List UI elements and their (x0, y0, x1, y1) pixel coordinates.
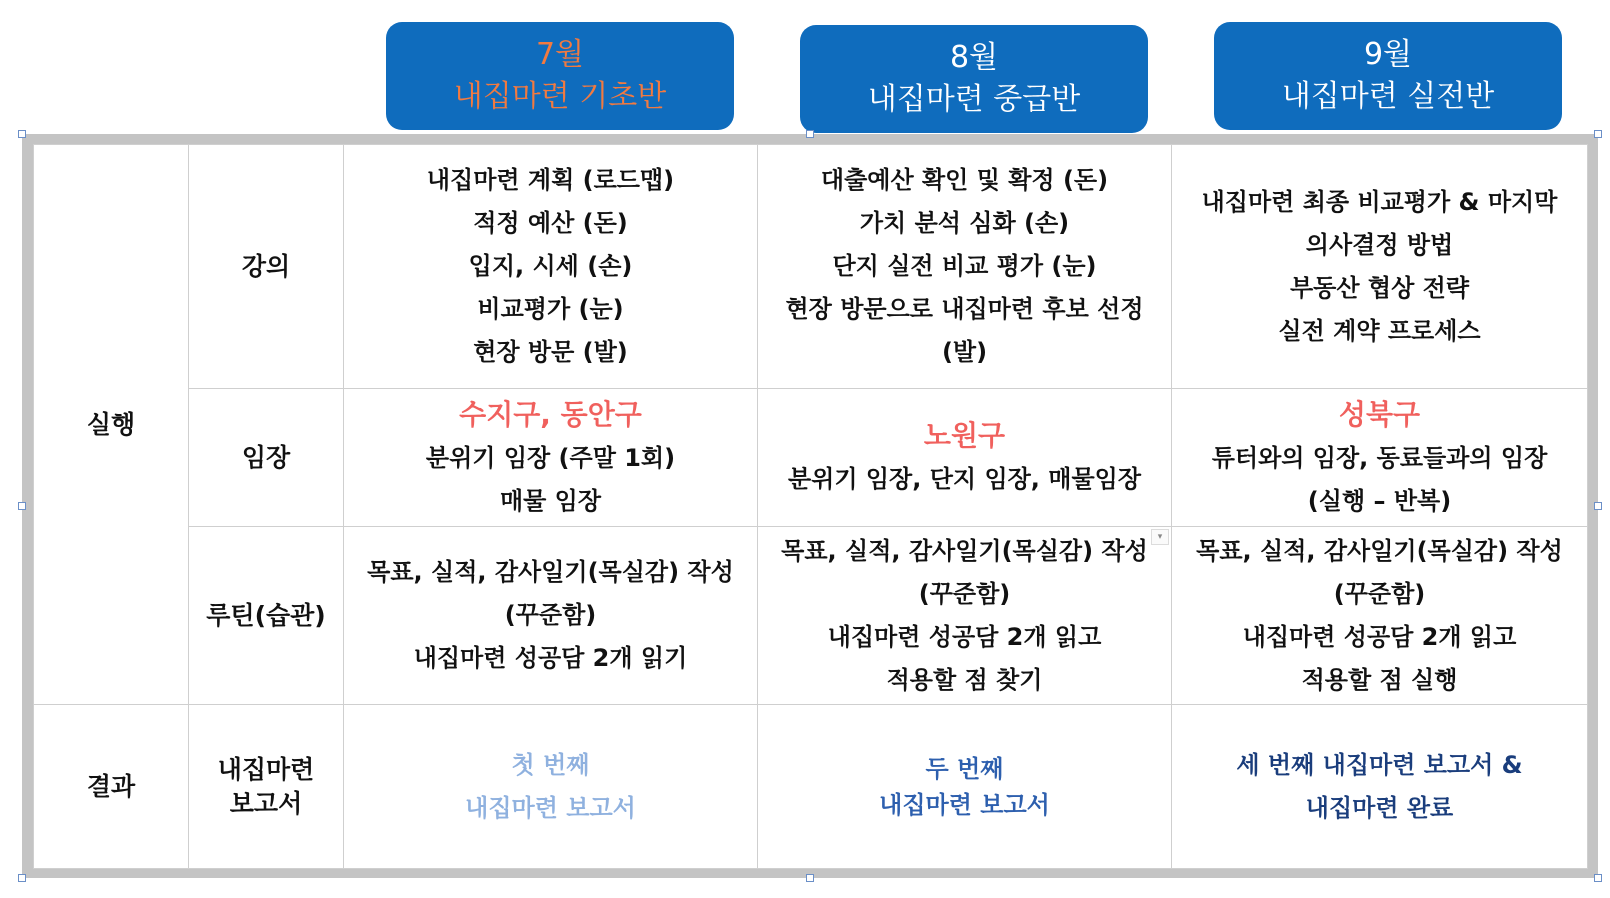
cell-line: 적용할 점 찾기 (886, 665, 1043, 694)
header-august (800, 25, 1148, 133)
table-row (34, 527, 1588, 705)
cell-line: 현장 방문으로 내집마련 후보 선정 (785, 295, 1144, 323)
category-label: 실행 (86, 410, 136, 439)
cell-line: 현장 방문 (발) (473, 338, 628, 366)
resize-handle[interactable] (806, 130, 814, 138)
header-title: 내집마련 기초반 (453, 79, 667, 114)
cell-line: (꾸준함) (504, 601, 597, 629)
cell-line: 단지 실전 비교 평가 (눈) (832, 252, 1097, 280)
header-month: 8월 (949, 40, 999, 75)
table-row (34, 145, 1588, 389)
table-row (34, 705, 1588, 869)
cell-line: 적용할 점 실행 (1301, 665, 1458, 694)
cell-line: 목표, 실적, 감사일기(목실감) 작성 (1196, 536, 1563, 565)
cell-line: 의사결정 방법 (1305, 230, 1454, 259)
cell-line: 두 번째 (925, 754, 1004, 783)
row-label: 강의 (241, 252, 291, 281)
cell-line: 입지, 시세 (손) (468, 252, 633, 280)
row-label: 임장 (241, 443, 291, 472)
report-cell-august[interactable] (758, 705, 1172, 869)
header-september (1214, 22, 1562, 130)
cell-line: 내집마련 최종 비교평가 & 마지막 (1201, 187, 1558, 216)
row-label-cell[interactable] (189, 389, 344, 527)
cell-line: 내집마련 계획 (로드맵) (426, 166, 675, 194)
cell-line: 분위기 임장, 단지 임장, 매물임장 (787, 465, 1142, 493)
header-july (386, 22, 734, 130)
lecture-cell-august[interactable] (758, 145, 1172, 389)
row-label: 보고서 (229, 788, 303, 818)
cell-line: 가치 분석 심화 (손) (859, 209, 1070, 237)
cell-line: 내집마련 보고서 (465, 793, 636, 822)
cell-line: 내집마련 완료 (1305, 793, 1454, 822)
cell-line: 목표, 실적, 감사일기(목실감) 작성 (781, 536, 1148, 565)
cell-line: 세 번째 내집마련 보고서 & (1236, 750, 1523, 779)
cell-line: 대출예산 확인 및 확정 (돈) (820, 166, 1109, 194)
cell-line: 매물 임장 (499, 486, 602, 515)
routine-cell-august[interactable] (758, 527, 1172, 705)
resize-handle[interactable] (1594, 130, 1602, 138)
cell-line: 목표, 실적, 감사일기(목실감) 작성 (367, 558, 734, 586)
cell-line: (발) (941, 338, 988, 366)
row-label-cell[interactable] (189, 145, 344, 389)
cell-line: 내집마련 성공담 2개 읽기 (413, 644, 688, 672)
row-label-cell[interactable] (189, 527, 344, 705)
dropdown-arrow-icon[interactable]: ▾ (1151, 529, 1169, 545)
resize-handle[interactable] (18, 874, 26, 882)
cell-line: 부동산 협상 전략 (1290, 273, 1469, 302)
region-label: 성북구 (1338, 397, 1421, 431)
category-cell-result[interactable] (34, 705, 189, 869)
row-label-cell[interactable] (189, 705, 344, 869)
cell-line: (실행 – 반복) (1307, 486, 1452, 515)
resize-handle[interactable] (1594, 502, 1602, 510)
table-row (34, 389, 1588, 527)
cell-line: (꾸준함) (1333, 579, 1426, 608)
site-cell-july[interactable] (344, 389, 758, 527)
cell-line: 내집마련 보고서 (879, 790, 1050, 819)
routine-cell-july[interactable] (344, 527, 758, 705)
curriculum-table[interactable] (33, 144, 1588, 869)
lecture-cell-july[interactable] (344, 145, 758, 389)
lecture-cell-september[interactable] (1172, 145, 1588, 389)
cell-line: 내집마련 성공담 2개 읽고 (827, 622, 1102, 651)
table-frame[interactable] (22, 134, 1598, 878)
row-label: 루틴(습관) (206, 601, 326, 630)
cell-line: 적정 예산 (돈) (473, 209, 628, 237)
header-title: 내집마련 중급반 (867, 82, 1081, 117)
header-title: 내집마련 실전반 (1281, 79, 1495, 114)
site-cell-august[interactable] (758, 389, 1172, 527)
header-month: 9월 (1363, 37, 1413, 72)
routine-cell-september[interactable] (1172, 527, 1588, 705)
resize-handle[interactable] (806, 874, 814, 882)
resize-handle[interactable] (1594, 874, 1602, 882)
region-label: 수지구, 동안구 (459, 397, 642, 431)
region-label: 노원구 (923, 419, 1006, 452)
cell-line: 내집마련 성공담 2개 읽고 (1242, 622, 1517, 651)
report-cell-september[interactable] (1172, 705, 1588, 869)
site-cell-september[interactable] (1172, 389, 1588, 527)
cell-line: (꾸준함) (918, 579, 1011, 608)
cell-line: 튜터와의 임장, 동료들과의 임장 (1211, 443, 1548, 472)
cell-line: 분위기 임장 (주말 1회) (425, 443, 676, 472)
row-label: 내집마련 (217, 754, 315, 784)
cell-line: 실전 계약 프로세스 (1278, 316, 1481, 345)
resize-handle[interactable] (18, 502, 26, 510)
cell-line: 비교평가 (눈) (477, 295, 624, 323)
header-month: 7월 (535, 37, 585, 72)
category-label: 결과 (86, 772, 136, 801)
resize-handle[interactable] (18, 130, 26, 138)
category-cell-execution[interactable] (34, 145, 189, 705)
cell-line: 첫 번째 (511, 750, 590, 779)
report-cell-july[interactable] (344, 705, 758, 869)
